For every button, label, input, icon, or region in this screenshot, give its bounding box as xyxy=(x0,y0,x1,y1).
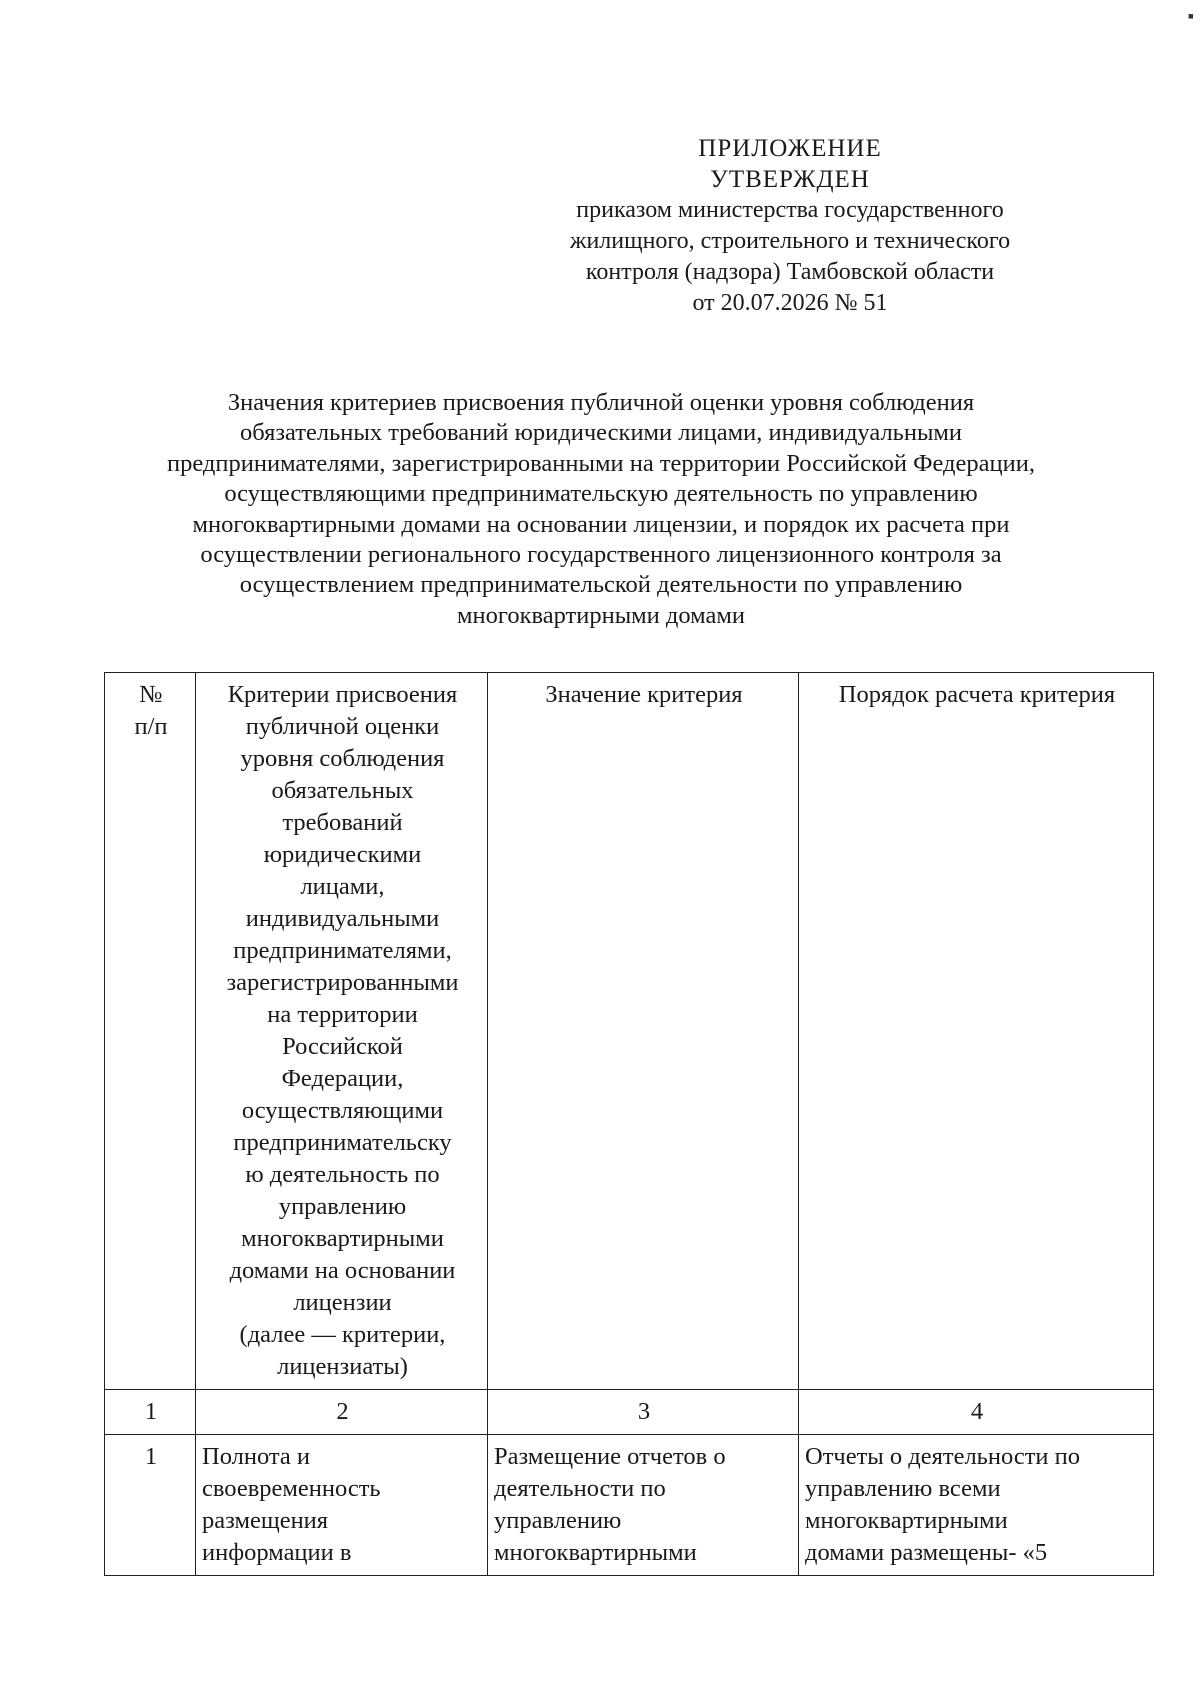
column-number: 3 xyxy=(488,1390,799,1435)
appendix-label: ПРИЛОЖЕНИЕ xyxy=(698,135,882,162)
header-criteria-line: уровня соблюдения xyxy=(240,745,445,772)
approved-label: УТВЕРЖДЕН xyxy=(710,166,870,193)
column-number: 2 xyxy=(196,1390,488,1435)
title-line: осуществляющими предпринимательскую деятельность по управлению xyxy=(224,480,978,508)
cell-line: своевременность xyxy=(202,1475,381,1502)
header-criteria-line: индивидуальными xyxy=(245,905,440,932)
cell-line: Размещение отчетов о xyxy=(494,1443,726,1470)
cell-line: управлению xyxy=(494,1507,622,1534)
table-row xyxy=(105,1435,1154,1576)
cell-line: домами размещены- «5 xyxy=(805,1539,1048,1566)
column-number-row xyxy=(105,1390,1154,1435)
table-header-row xyxy=(105,673,1154,1390)
title-line: обязательных требований юридическими лицами, индивидуальными xyxy=(239,419,963,447)
title-line: многоквартирными домами на основании лицензии, и порядок их расчета при xyxy=(192,510,1010,538)
row-calc xyxy=(799,1435,1154,1576)
order-date-line: от 20.07.2026 № 51 xyxy=(692,290,888,316)
header-criteria-line: многоквартирными xyxy=(241,1225,444,1252)
header-criteria-line: предпринимательску xyxy=(233,1129,452,1156)
header-criteria-line: Федерации, xyxy=(281,1065,404,1092)
order-line: контроля (надзора) Тамбовской области xyxy=(585,259,995,285)
cell-line: деятельности по xyxy=(494,1475,666,1502)
header-criteria-line: ю деятельность по xyxy=(245,1161,440,1188)
header-criteria-line: публичной оценки xyxy=(245,713,440,740)
header-num-line: п/п xyxy=(134,713,168,740)
header-criteria-line: обязательных xyxy=(271,777,414,804)
header-criteria-line: осуществляющими xyxy=(241,1097,444,1124)
title-line: многоквартирными домами xyxy=(457,601,745,629)
header-criteria-line: Критерии присвоения xyxy=(227,681,458,708)
header-criteria-line: предпринимателями, xyxy=(233,937,452,964)
order-line: жилищного, строительного и технического xyxy=(569,228,1011,254)
column-number: 1 xyxy=(105,1390,196,1435)
header-criteria-line: зарегистрированными xyxy=(226,969,459,996)
cell-line: многоквартирными xyxy=(494,1539,697,1566)
header-criteria-line: (далее — критерии, xyxy=(239,1321,446,1348)
title-line: осуществлением предпринимательской деятельности по управлению xyxy=(239,571,963,599)
header-criteria-line: Российской xyxy=(282,1033,403,1060)
header-calc: Порядок расчета критерия xyxy=(799,673,1154,1390)
header-criteria-line: лицами, xyxy=(300,873,385,900)
row-value xyxy=(488,1435,799,1576)
page-corner-mark: ▪ xyxy=(1187,6,1194,26)
header-criteria-line: лицензиаты) xyxy=(277,1353,408,1380)
cell-line: управлению всеми xyxy=(805,1475,1001,1502)
title-line: осуществлении регионального государственного лицензионного контроля за xyxy=(200,541,1002,569)
document-title xyxy=(96,388,1106,631)
title-line: предпринимателями, зарегистрированными на территории Российской Федерации, xyxy=(167,449,1035,477)
header-criteria xyxy=(196,673,488,1390)
header-value: Значение критерия xyxy=(488,673,799,1390)
cell-line: Полнота и xyxy=(202,1443,311,1470)
cell-line: многоквартирными xyxy=(805,1507,1008,1534)
title-line: Значения критериев присвоения публичной оценки уровня соблюдения xyxy=(227,389,975,416)
header-criteria-line: требований xyxy=(282,809,403,836)
row-number: 1 xyxy=(105,1435,196,1576)
header-num-line: № xyxy=(139,681,163,708)
header-criteria-line: юридическими xyxy=(263,841,422,868)
header-criteria-line: на территории xyxy=(267,1001,418,1028)
approval-block xyxy=(530,133,1050,319)
header-criteria-line: домами на основании xyxy=(229,1257,456,1284)
header-criteria-line: лицензии xyxy=(293,1289,392,1316)
criteria-table xyxy=(104,672,1154,1576)
order-line: приказом министерства государственного xyxy=(576,197,1004,223)
cell-line: информации в xyxy=(202,1539,352,1566)
header-num xyxy=(105,673,196,1390)
row-criteria xyxy=(196,1435,488,1576)
cell-line: Отчеты о деятельности по xyxy=(805,1443,1081,1470)
header-criteria-line: управлению xyxy=(278,1193,407,1220)
cell-line: размещения xyxy=(202,1507,329,1534)
column-number: 4 xyxy=(799,1390,1154,1435)
